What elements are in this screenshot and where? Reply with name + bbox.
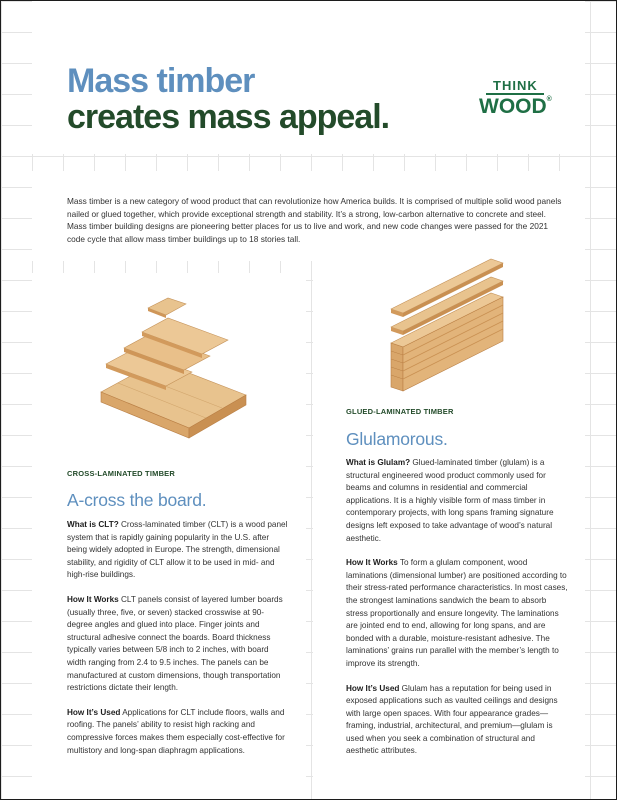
logo-wood-text (479, 96, 552, 117)
logo-think-text: THINK (486, 79, 544, 95)
glulam-beam-side (403, 297, 503, 391)
glulam-beam-front (391, 343, 403, 391)
clt-what-lead: What is CLT? (67, 520, 119, 529)
glulam-what-lead: What is Glulam? (346, 458, 411, 467)
page-title (67, 63, 389, 135)
glulam-used-text: Glulam has a reputation for being used in exposed applications such as vaulted ceilings and designs with large open spaces. With four appearance grades—framing, industrial, architectural, and premium—glulam is used when you seek a combination of structural and aesthetic attributes. (346, 683, 558, 756)
clt-panel-illustration (96, 286, 256, 446)
glulam-how-lead: How It Works (346, 558, 398, 568)
glulam-paragraph-how (346, 557, 568, 670)
glulam-beam-illustration (381, 251, 511, 401)
clt-section-label: CROSS-LAMINATED TIMBER (67, 469, 176, 478)
think-wood-logo (479, 79, 552, 117)
logo-wood-word: WOOD (479, 95, 547, 118)
clt-paragraph-how (67, 594, 289, 695)
glulam-paragraph-what (346, 457, 568, 545)
clt-paragraph-used (67, 707, 289, 757)
title-line-2: creates mass appeal. (67, 98, 390, 136)
clt-how-lead: How It Works (67, 594, 119, 604)
clt-how-text: CLT panels consist of layered lumber boards (usually three, five, or seven) stacked crosswise at 90-degree angles and glued into place. Finger joints and structural adhesive connect the boards. Board thickness typically varies between 5/8 inch to 2 inches, with board width ranging from 2.4 to 9.5 inches. The panels can be manufactured at custom dimensions, though transportation restrictions dictate their length. (67, 594, 283, 693)
glulam-subtitle: Glulamorous. (346, 429, 448, 449)
glulam-how-text: To form a glulam component, wood laminations (dimensional lumber) are positioned according to their stress-rated performance characteristics. In most cases, the strongest laminations sandwich the beam to absorb stress proportionally and ensure longevity. The laminations are jointed end to end, allowing for long spans, and are bonded with a durable, moisture-resistant adhesive. The laminations’ grains run parallel with the member’s length to improve its strength. (346, 558, 568, 668)
intro-paragraph: Mass timber is a new category of wood product that can revolutionize how America builds. It is comprised of multiple solid wood panels nailed or glued together, which provide exceptional strength and stability. It’s a strong, low-carbon alternative to concrete and steel. Mass timber building designs are pioneering better places for us to live and work, and new code changes were passed for the 2021 code cycle that allow mass timber buildings up to 18 stories tall. (67, 196, 562, 244)
clt-body (67, 519, 289, 769)
glulam-what-text: Glued-laminated timber (glulam) is a structural engineered wood product commonly used for beams and columns in residential and commercial applications. It is a highly visible form of mass timber in contemporary projects, with long spans framing signature designs left exposed to take advantage of wood’s natural aesthetic. (346, 458, 554, 543)
glulam-body (346, 457, 568, 770)
registered-mark: ® (546, 96, 552, 103)
clt-paragraph-what (67, 519, 289, 582)
clt-subtitle: A-cross the board. (67, 490, 207, 510)
clt-used-text: Applications for CLT include floors, walls and roofing. The panels’ ability to resist high racking and compressive forces makes them especially cost-effective for multistory and long-span diaphragm applications. (67, 707, 285, 755)
clt-what-text: Cross-laminated timber (CLT) is a wood panel system that is rapidly gaining popularity in the U.S. after being widely adopted in Europe. The strength, dimensional stability, and rigidity of CLT allow it to be used in mid- and high-rise buildings. (67, 520, 288, 580)
title-line-1: Mass timber (67, 62, 255, 100)
glulam-used-lead: How It’s Used (346, 683, 400, 693)
glulam-section-label: GLUED-LAMINATED TIMBER (346, 407, 454, 416)
clt-used-lead: How It’s Used (67, 707, 121, 717)
glulam-paragraph-used (346, 683, 568, 759)
